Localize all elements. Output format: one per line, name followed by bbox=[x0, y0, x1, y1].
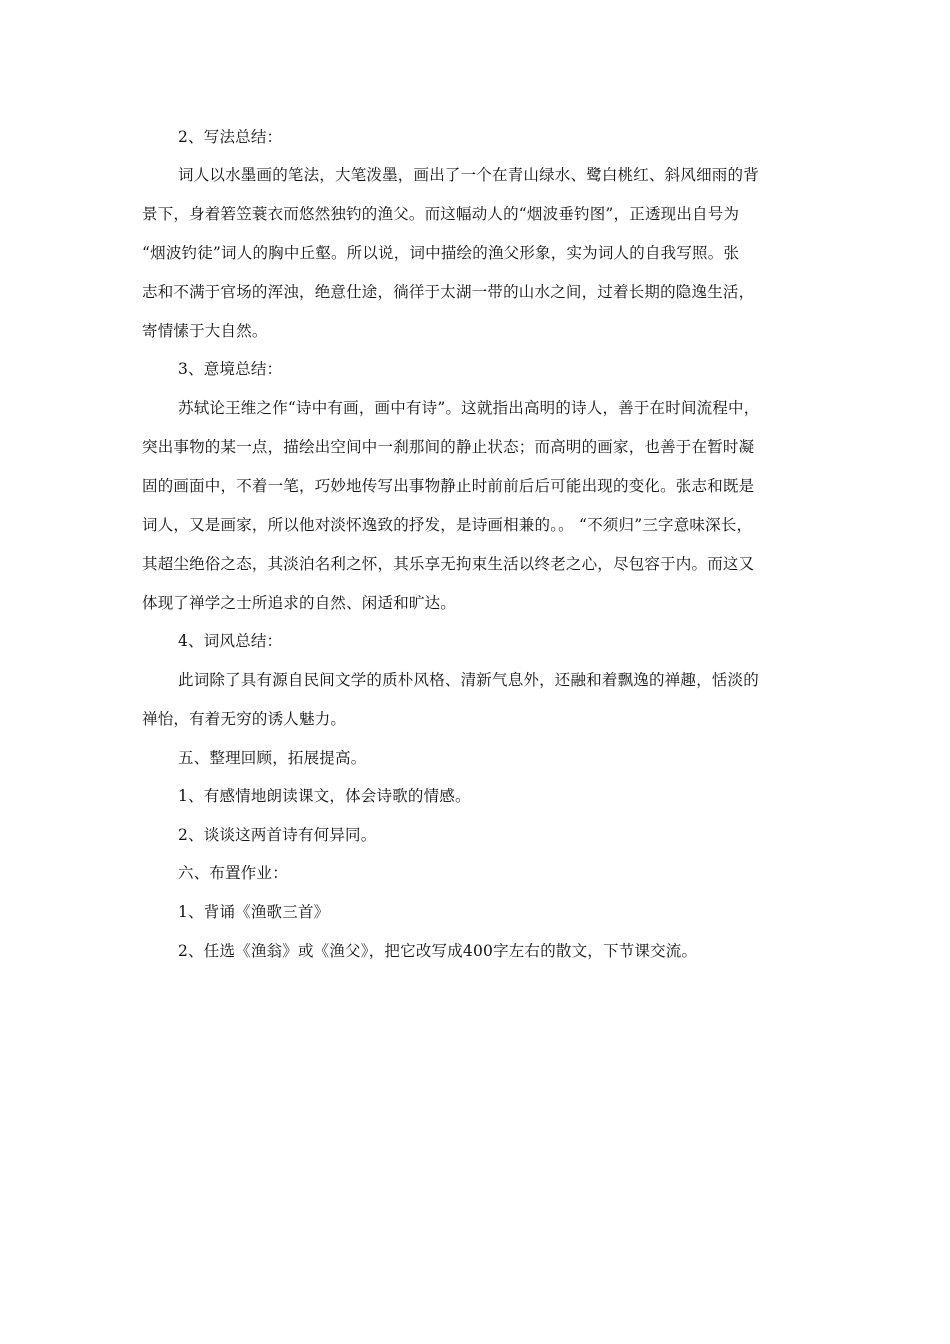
paragraph-line: 词人以水墨画的笔法，大笔泼墨，画出了一个在青山绿水、鹭白桃红、斜风细雨的背 bbox=[178, 166, 759, 184]
list-item: 1、有感情地朗读课文，体会诗歌的情感。 bbox=[178, 787, 471, 805]
section-heading-homework: 六、布置作业： bbox=[178, 864, 288, 882]
paragraph-line: 词人，又是画家，所以他对淡怀逸致的抒发，是诗画相兼的。。 “不须归”三字意味深长， bbox=[142, 516, 753, 534]
heading-writing-summary: 2、写法总结： bbox=[178, 128, 283, 146]
paragraph-line: 体现了禅学之士所追求的自然、闲适和旷达。 bbox=[142, 594, 457, 612]
paragraph-line: 突出事物的某一点，描绘出空间中一刹那间的静止状态；而高明的画家，也善于在暂时凝 bbox=[142, 438, 755, 456]
paragraph-line: “烟波钓徒”词人的胸中丘壑。所以说，词中描绘的渔父形象，实为词人的自我写照。张 bbox=[142, 244, 740, 262]
heading-mood-summary: 3、意境总结： bbox=[178, 360, 283, 378]
section-heading-review: 五、整理回顾，拓展提高。 bbox=[178, 749, 367, 767]
paragraph-line: 志和不满于官场的浑浊，绝意仕途，徜徉于太湖一带的山水之间，过着长期的隐逸生活， bbox=[142, 283, 755, 301]
paragraph-line: 苏轼论王维之作“诗中有画，画中有诗”。这就指出高明的诗人，善于在时间流程中， bbox=[178, 399, 760, 417]
paragraph-line: 寄情愫于大自然。 bbox=[142, 322, 268, 340]
heading-style-summary: 4、词风总结： bbox=[178, 632, 283, 650]
list-item: 2、谈谈这两首诗有何异同。 bbox=[178, 826, 377, 844]
list-item: 2、任选《渔翁》或《渔父》，把它改写成400字左右的散文，下节课交流。 bbox=[178, 942, 698, 960]
paragraph-line: 固的画面中，不着一笔，巧妙地传写出事物静止时前前后后可能出现的变化。张志和既是 bbox=[142, 477, 755, 495]
paragraph-line: 其超尘绝俗之态，其淡泊名利之怀，其乐享无拘束生活以终老之心，尽包容于内。而这又 bbox=[142, 555, 755, 573]
list-item: 1、背诵《渔歌三首》 bbox=[178, 903, 330, 921]
paragraph-line: 景下，身着箬笠蓑衣而悠然独钓的渔父。而这幅动人的“烟波垂钓图”，正透现出自号为 bbox=[142, 205, 740, 223]
paragraph-line: 此词除了具有源自民间文学的质朴风格、清新气息外，还融和着飘逸的禅趣，恬淡的 bbox=[178, 671, 759, 689]
paragraph-line: 禅怡，有着无穷的诱人魅力。 bbox=[142, 710, 347, 728]
